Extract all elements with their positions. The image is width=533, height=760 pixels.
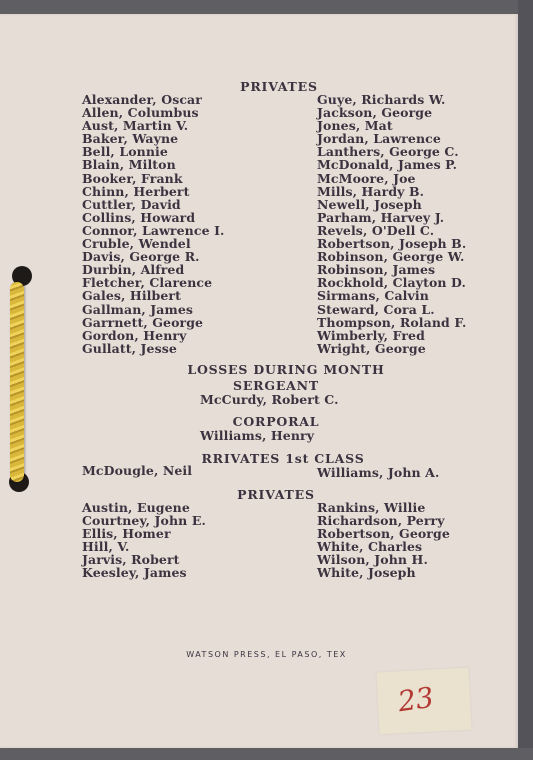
private-name: Jackson, George (317, 105, 433, 121)
loss-private-name: Rankins, Willie (317, 500, 426, 515)
private-name: Steward, Cora L. (317, 301, 435, 317)
private-name: Robertson, Joseph B. (317, 236, 467, 252)
private-name: Parham, Harvey J. (317, 209, 445, 225)
private-name: Mills, Hardy B. (317, 183, 425, 199)
private-name: Booker, Frank (82, 170, 183, 186)
loss-private-name: Robertson, George (317, 526, 450, 542)
private-name: Allen, Columbus (82, 105, 199, 121)
private-name: Lanthers, George C. (317, 144, 459, 160)
loss-private-name: Richardson, Perry (317, 513, 445, 529)
printer-footer: WATSON PRESS, EL PASO, TEX (186, 650, 347, 659)
privates-right-column (317, 93, 466, 355)
corporal-name: Williams, Henry (200, 428, 315, 443)
private-name: Gullatt, Jesse (82, 340, 177, 356)
loss-private-name: White, Charles (317, 539, 423, 555)
private-name: McDonald, James P. (317, 157, 458, 173)
private-name: Gordon, Henry (82, 327, 187, 343)
private-name: Revels, O'Dell C. (317, 222, 435, 238)
private-name: Collins, Howard (82, 209, 196, 225)
private-name: Rockhold, Clayton D. (317, 275, 466, 291)
privates-left-column (82, 93, 224, 355)
pfc-heading: RRIVATES 1st CLASS (201, 451, 365, 466)
private-name: Robinson, James (317, 262, 436, 278)
privates-heading: PRIVATES (240, 79, 318, 94)
pfc-right-name: Williams, John A. (317, 465, 440, 480)
private-name: Robinson, George W. (317, 249, 465, 265)
losses-right-column (317, 501, 450, 580)
private-name: Cruble, Wendel (82, 236, 191, 252)
private-name: Wimberly, Fred (317, 327, 425, 343)
corporal-heading: CORPORAL (232, 414, 320, 429)
private-name: Wright, George (317, 340, 426, 356)
private-name: Gallman, James (82, 301, 194, 317)
private-name: McMoore, Joe (317, 170, 416, 186)
private-name: Jones, Mat (317, 118, 393, 134)
private-name: Garrnett, George (82, 314, 204, 330)
private-name: Baker, Wayne (82, 131, 179, 147)
private-name: Newell, Joseph (317, 196, 422, 212)
scan-background-bottom (0, 748, 533, 760)
loss-private-name: White, Joseph (317, 565, 416, 581)
private-name: Sirmans, Calvin (317, 288, 429, 304)
private-name: Aust, Martin V. (82, 118, 189, 134)
private-name: Fletcher, Clarence (82, 275, 213, 291)
private-name: Alexander, Oscar (82, 92, 202, 107)
private-name: Thompson, Roland F. (317, 314, 467, 330)
loss-private-name: Hill, V. (82, 539, 130, 555)
losses-heading: LOSSES DURING MONTH (187, 362, 385, 377)
private-name: Durbin, Alfred (82, 262, 185, 278)
pfc-left-name: McDougle, Neil (82, 463, 193, 478)
losses-left-column (82, 501, 206, 580)
private-name: Guye, Richards W. (317, 92, 446, 107)
private-name: Davis, George R. (82, 249, 200, 265)
loss-private-name: Jarvis, Robert (82, 552, 180, 568)
private-name: Gales, Hilbert (82, 288, 181, 304)
private-name: Jordan, Lawrence (317, 131, 441, 147)
loss-private-name: Ellis, Homer (82, 526, 171, 542)
sergeant-name: McCurdy, Robert C. (200, 392, 339, 407)
private-name: Chinn, Herbert (82, 183, 190, 199)
private-name: Blain, Milton (82, 157, 176, 173)
loss-private-name: Keesley, James (82, 565, 187, 581)
scan-background-top (0, 0, 533, 14)
loss-private-name: Courtney, John E. (82, 513, 206, 529)
private-name: Connor, Lawrence I. (82, 222, 225, 238)
sergeant-heading: SERGEANT (233, 378, 319, 393)
handwritten-page-number: 23 (395, 680, 436, 719)
losses-privates-heading: PRIVATES (237, 487, 315, 502)
private-name: Cuttler, David (82, 196, 181, 212)
loss-private-name: Austin, Eugene (82, 500, 190, 515)
loss-private-name: Wilson, John H. (317, 552, 428, 568)
private-name: Bell, Lonnie (82, 144, 168, 160)
